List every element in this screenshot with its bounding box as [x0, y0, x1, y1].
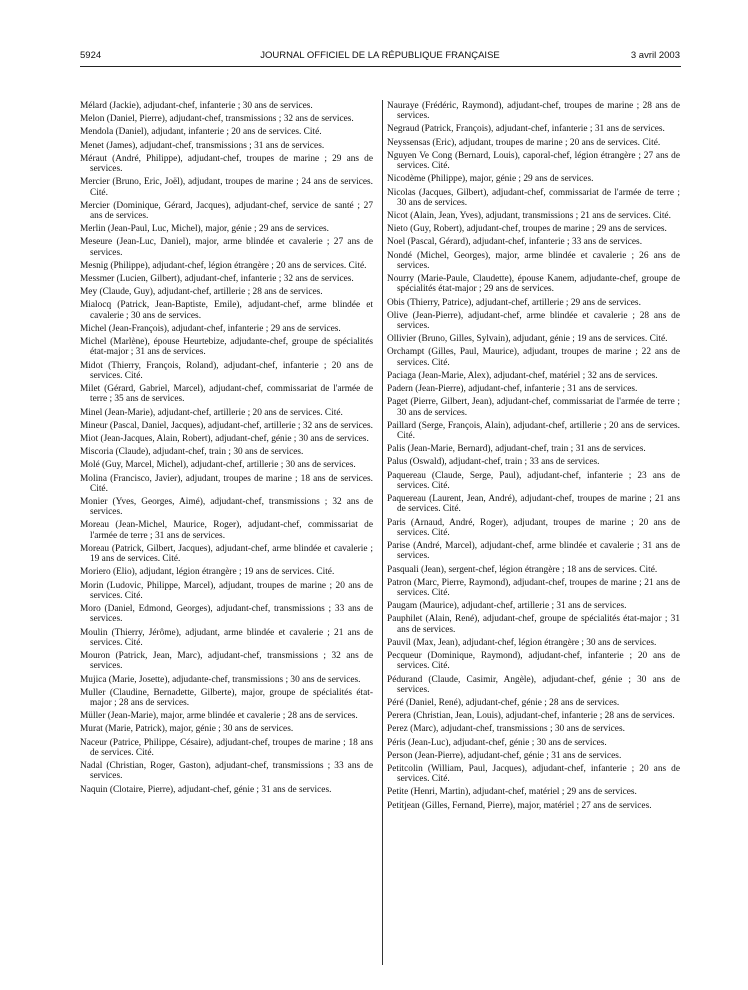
list-item: Naceur (Patrice, Philippe, Césaire), adjudant-chef, troupes de marine ; 18 ans de services. Cité. [80, 737, 373, 758]
list-item: Parise (André, Marcel), adjudant-chef, arme blindée et cavalerie ; 31 ans de services. [387, 541, 680, 562]
list-item: Nadal (Christian, Roger, Gaston), adjudant-chef, transmissions ; 33 ans de services. [80, 761, 373, 782]
list-item: Péré (Daniel, René), adjudant-chef, génie ; 28 ans de services. [387, 698, 620, 709]
list-item: Ollivier (Bruno, Gilles, Sylvain), adjudant, génie ; 19 ans de services. Cité. [387, 334, 668, 345]
list-item: Müller (Jean-Marie), major, arme blindée et cavalerie ; 28 ans de services. [80, 711, 358, 722]
list-item: Michel (Marlène), épouse Heurtebize, adjudante-chef, groupe de spécialités état-major ; 31 ans de services. [80, 337, 373, 358]
list-item: Mercier (Dominique, Gérard, Jacques), adjudant-chef, service de santé ; 27 ans de services. [80, 200, 373, 222]
list-item: Meseure (Jean-Luc, Daniel), major, arme blindée et cavalerie ; 27 ans de services. [80, 237, 373, 258]
list-item: Monier (Yves, Georges, Aimé), adjudant-chef, transmissions ; 32 ans de services. [80, 496, 373, 518]
list-item: Michel (Jean-François), adjudant-chef, infanterie ; 29 ans de services. [80, 323, 341, 334]
list-item: Méraut (André, Philippe), adjudant-chef, troupes de marine ; 29 ans de services. [80, 153, 373, 175]
list-item: Person (Jean-Pierre), adjudant-chef, génie ; 31 ans de services. [387, 750, 622, 761]
list-item: Mercier (Bruno, Eric, Joël), adjudant, troupes de marine ; 24 ans de services. Cité. [80, 177, 373, 198]
list-item: Petite (Henri, Martin), adjudant-chef, matériel ; 29 ans de services. [387, 787, 637, 798]
list-item: Paugam (Maurice), adjudant-chef, artillerie ; 31 ans de services. [387, 601, 627, 612]
list-item: Paciaga (Jean-Marie, Alex), adjudant-chef, matériel ; 32 ans de services. [387, 370, 658, 381]
list-item: Moriero (Elio), adjudant, légion étrangère ; 19 ans de services. Cité. [80, 567, 335, 578]
list-item: Naquin (Clotaire, Pierre), adjudant-chef, génie ; 31 ans de services. [80, 784, 332, 795]
list-item: Merlin (Jean-Paul, Luc, Michel), major, génie ; 29 ans de services. [80, 224, 329, 235]
list-item: Nauraye (Frédéric, Raymond), adjudant-chef, troupes de marine ; 28 ans de services. [387, 101, 680, 122]
list-item: Orchampt (Gilles, Paul, Maurice), adjudant, troupes de marine ; 22 ans de services. Cité. [387, 347, 680, 368]
list-item: Péris (Jean-Luc), adjudant-chef, génie ; 30 ans de services. [387, 737, 607, 748]
list-item: Miot (Jean-Jacques, Alain, Robert), adjudant-chef, génie ; 30 ans de services. [80, 433, 369, 444]
list-item: Pauvil (Max, Jean), adjudant-chef, légion étrangère ; 30 ans de services. [387, 637, 657, 648]
list-item: Negraud (Patrick, François), adjudant-chef, infanterie ; 31 ans de services. [387, 124, 665, 135]
list-item: Minel (Jean-Marie), adjudant-chef, artillerie ; 20 ans de services. Cité. [80, 407, 343, 418]
list-item: Nondé (Michel, Georges), major, arme blindée et cavalerie ; 26 ans de services. [387, 250, 680, 271]
list-item: Padern (Jean-Pierre), adjudant-chef, infanterie ; 31 ans de services. [387, 384, 638, 395]
list-item: Nourry (Marie-Paule, Claudette), épouse Kanem, adjudante-chef, groupe de spécialités état-major ; 29 ans de services. [387, 274, 680, 295]
list-item: Muller (Claudine, Bernadette, Gilberte), major, groupe de spécialités état-major ; 28 ans de services. [80, 687, 373, 709]
list-item: Neyssensas (Eric), adjudant, troupes de marine ; 20 ans de services. Cité. [387, 137, 661, 148]
list-item: Obis (Thierry, Patrice), adjudant-chef, artillerie ; 29 ans de services. [387, 297, 641, 308]
list-item: Moreau (Jean-Michel, Maurice, Roger), adjudant-chef, commissariat de l'armée de terre ; 31 ans de services. [80, 520, 373, 541]
list-item: Mélard (Jackie), adjudant-chef, infanterie ; 30 ans de services. [80, 101, 313, 111]
column-divider [382, 100, 383, 965]
list-item: Palis (Jean-Marie, Bernard), adjudant-chef, train ; 31 ans de services. [387, 444, 646, 455]
list-item: Murat (Marie, Patrick), major, génie ; 30 ans de services. [80, 724, 294, 735]
list-item: Pecqueur (Dominique, Raymond), adjudant-chef, infanterie ; 20 ans de services. Cité. [387, 651, 680, 672]
list-item: Milet (Gérard, Gabriel, Marcel), adjudant-chef, commissariat de l'armée de terre ; 35 ans de services. [80, 384, 373, 405]
list-item: Pauphilet (Alain, René), adjudant-chef, groupe de spécialités état-major ; 31 ans de services. [387, 614, 680, 635]
left-column [80, 101, 373, 798]
list-item: Miscoria (Claude), adjudant-chef, train ; 30 ans de services. [80, 447, 304, 458]
list-item: Pédurand (Claude, Casimir, Angèle), adjudant-chef, génie ; 30 ans de services. [387, 674, 680, 695]
list-item: Petitjean (Gilles, Fernand, Pierre), major, matériel ; 27 ans de services. [387, 800, 652, 811]
list-item: Mineur (Pascal, Daniel, Jacques), adjudant-chef, artillerie ; 32 ans de services. [80, 420, 373, 431]
list-item: Midot (Thierry, François, Roland), adjudant-chef, infanterie ; 20 ans de services. Cité. [80, 360, 373, 381]
list-item: Molina (Francisco, Javier), adjudant, troupes de marine ; 18 ans de services. Cité. [80, 473, 373, 494]
list-item: Nicot (Alain, Jean, Yves), adjudant, transmissions ; 21 ans de services. Cité. [387, 211, 671, 222]
page-number: 5924 [80, 50, 102, 61]
header-rule [80, 66, 681, 67]
list-item: Paquereau (Laurent, Jean, André), adjudant-chef, troupes de marine ; 21 ans de services. Cité. [387, 494, 680, 515]
right-column [387, 101, 680, 814]
list-item: Molé (Guy, Marcel, Michel), adjudant-chef, artillerie ; 30 ans de services. [80, 460, 356, 471]
list-item: Perera (Christian, Jean, Louis), adjudant-chef, infanterie ; 28 ans de services. [387, 711, 675, 722]
list-item: Noel (Pascal, Gérard), adjudant-chef, infanterie ; 33 ans de services. [387, 237, 643, 248]
list-item: Perez (Marc), adjudant-chef, transmissions ; 30 ans de services. [387, 724, 625, 735]
list-item: Mouron (Patrick, Jean, Marc), adjudant-chef, transmissions ; 32 ans de services. [80, 651, 373, 672]
list-item: Nicolas (Jacques, Gilbert), adjudant-chef, commissariat de l'armée de terre ; 30 ans de services. [387, 187, 680, 208]
list-item: Patron (Marc, Pierre, Raymond), adjudant-chef, troupes de marine ; 21 ans de services. Cité. [387, 577, 680, 599]
journal-title: JOURNAL OFFICIEL DE LA RÉPUBLIQUE FRANÇAISE [260, 50, 500, 61]
list-item: Moro (Daniel, Edmond, Georges), adjudant-chef, transmissions ; 33 ans de services. [80, 604, 373, 625]
list-item: Petitcolin (William, Paul, Jacques), adjudant-chef, infanterie ; 20 ans de services. Cité. [387, 763, 680, 785]
list-item: Paris (Arnaud, André, Roger), adjudant, troupes de marine ; 20 ans de services. Cité. [387, 517, 680, 538]
list-item: Palus (Oswald), adjudant-chef, train ; 33 ans de services. [387, 457, 600, 468]
list-item: Menet (James), adjudant-chef, transmissions ; 31 ans de services. [80, 140, 325, 151]
list-item: Melon (Daniel, Pierre), adjudant-chef, transmissions ; 32 ans de services. [80, 114, 354, 125]
list-item: Nguyen Ve Cong (Bernard, Louis), caporal-chef, légion étrangère ; 27 ans de services. Cité. [387, 150, 680, 172]
list-item: Mialocq (Patrick, Jean-Baptiste, Emile), adjudant-chef, arme blindée et cavalerie ; 30 ans de services. [80, 300, 373, 321]
list-item: Morin (Ludovic, Philippe, Marcel), adjudant, troupes de marine ; 20 ans de services. Cité. [80, 580, 373, 601]
list-item: Nieto (Guy, Robert), adjudant-chef, troupes de marine ; 29 ans de services. [387, 224, 667, 235]
list-item: Mujica (Marie, Josette), adjudante-chef, transmissions ; 30 ans de services. [80, 674, 361, 685]
publication-date: 3 avril 2003 [630, 50, 680, 61]
list-item: Mendola (Daniel), adjudant, infanterie ; 20 ans de services. Cité. [80, 127, 322, 138]
list-item: Olive (Jean-Pierre), adjudant-chef, arme blindée et cavalerie ; 28 ans de services. [387, 310, 680, 332]
list-item: Nicodème (Philippe), major, génie ; 29 ans de services. [387, 174, 594, 185]
page-header [80, 50, 680, 64]
list-item: Paquereau (Claude, Serge, Paul), adjudant-chef, infanterie ; 23 ans de services. Cité. [387, 470, 680, 491]
list-item: Moreau (Patrick, Gilbert, Jacques), adjudant-chef, arme blindée et cavalerie ; 19 ans de services. Cité. [80, 543, 373, 565]
list-item: Mesnig (Philippe), adjudant-chef, légion étrangère ; 20 ans de services. Cité. [80, 260, 367, 271]
list-item: Paillard (Serge, François, Alain), adjudant-chef, artillerie ; 20 ans de services. Cité. [387, 420, 680, 442]
list-item: Mey (Claude, Guy), adjudant-chef, artillerie ; 28 ans de services. [80, 287, 323, 298]
list-item: Paget (Pierre, Gilbert, Jean), adjudant-chef, commissariat de l'armée de terre ; 30 ans de services. [387, 397, 680, 418]
list-item: Pasquali (Jean), sergent-chef, légion étrangère ; 18 ans de services. Cité. [387, 564, 658, 575]
list-item: Moulin (Thierry, Jérôme), adjudant, arme blindée et cavalerie ; 21 ans de services. Cité. [80, 627, 373, 648]
list-item: Messmer (Lucien, Gilbert), adjudant-chef, infanterie ; 32 ans de services. [80, 274, 354, 285]
